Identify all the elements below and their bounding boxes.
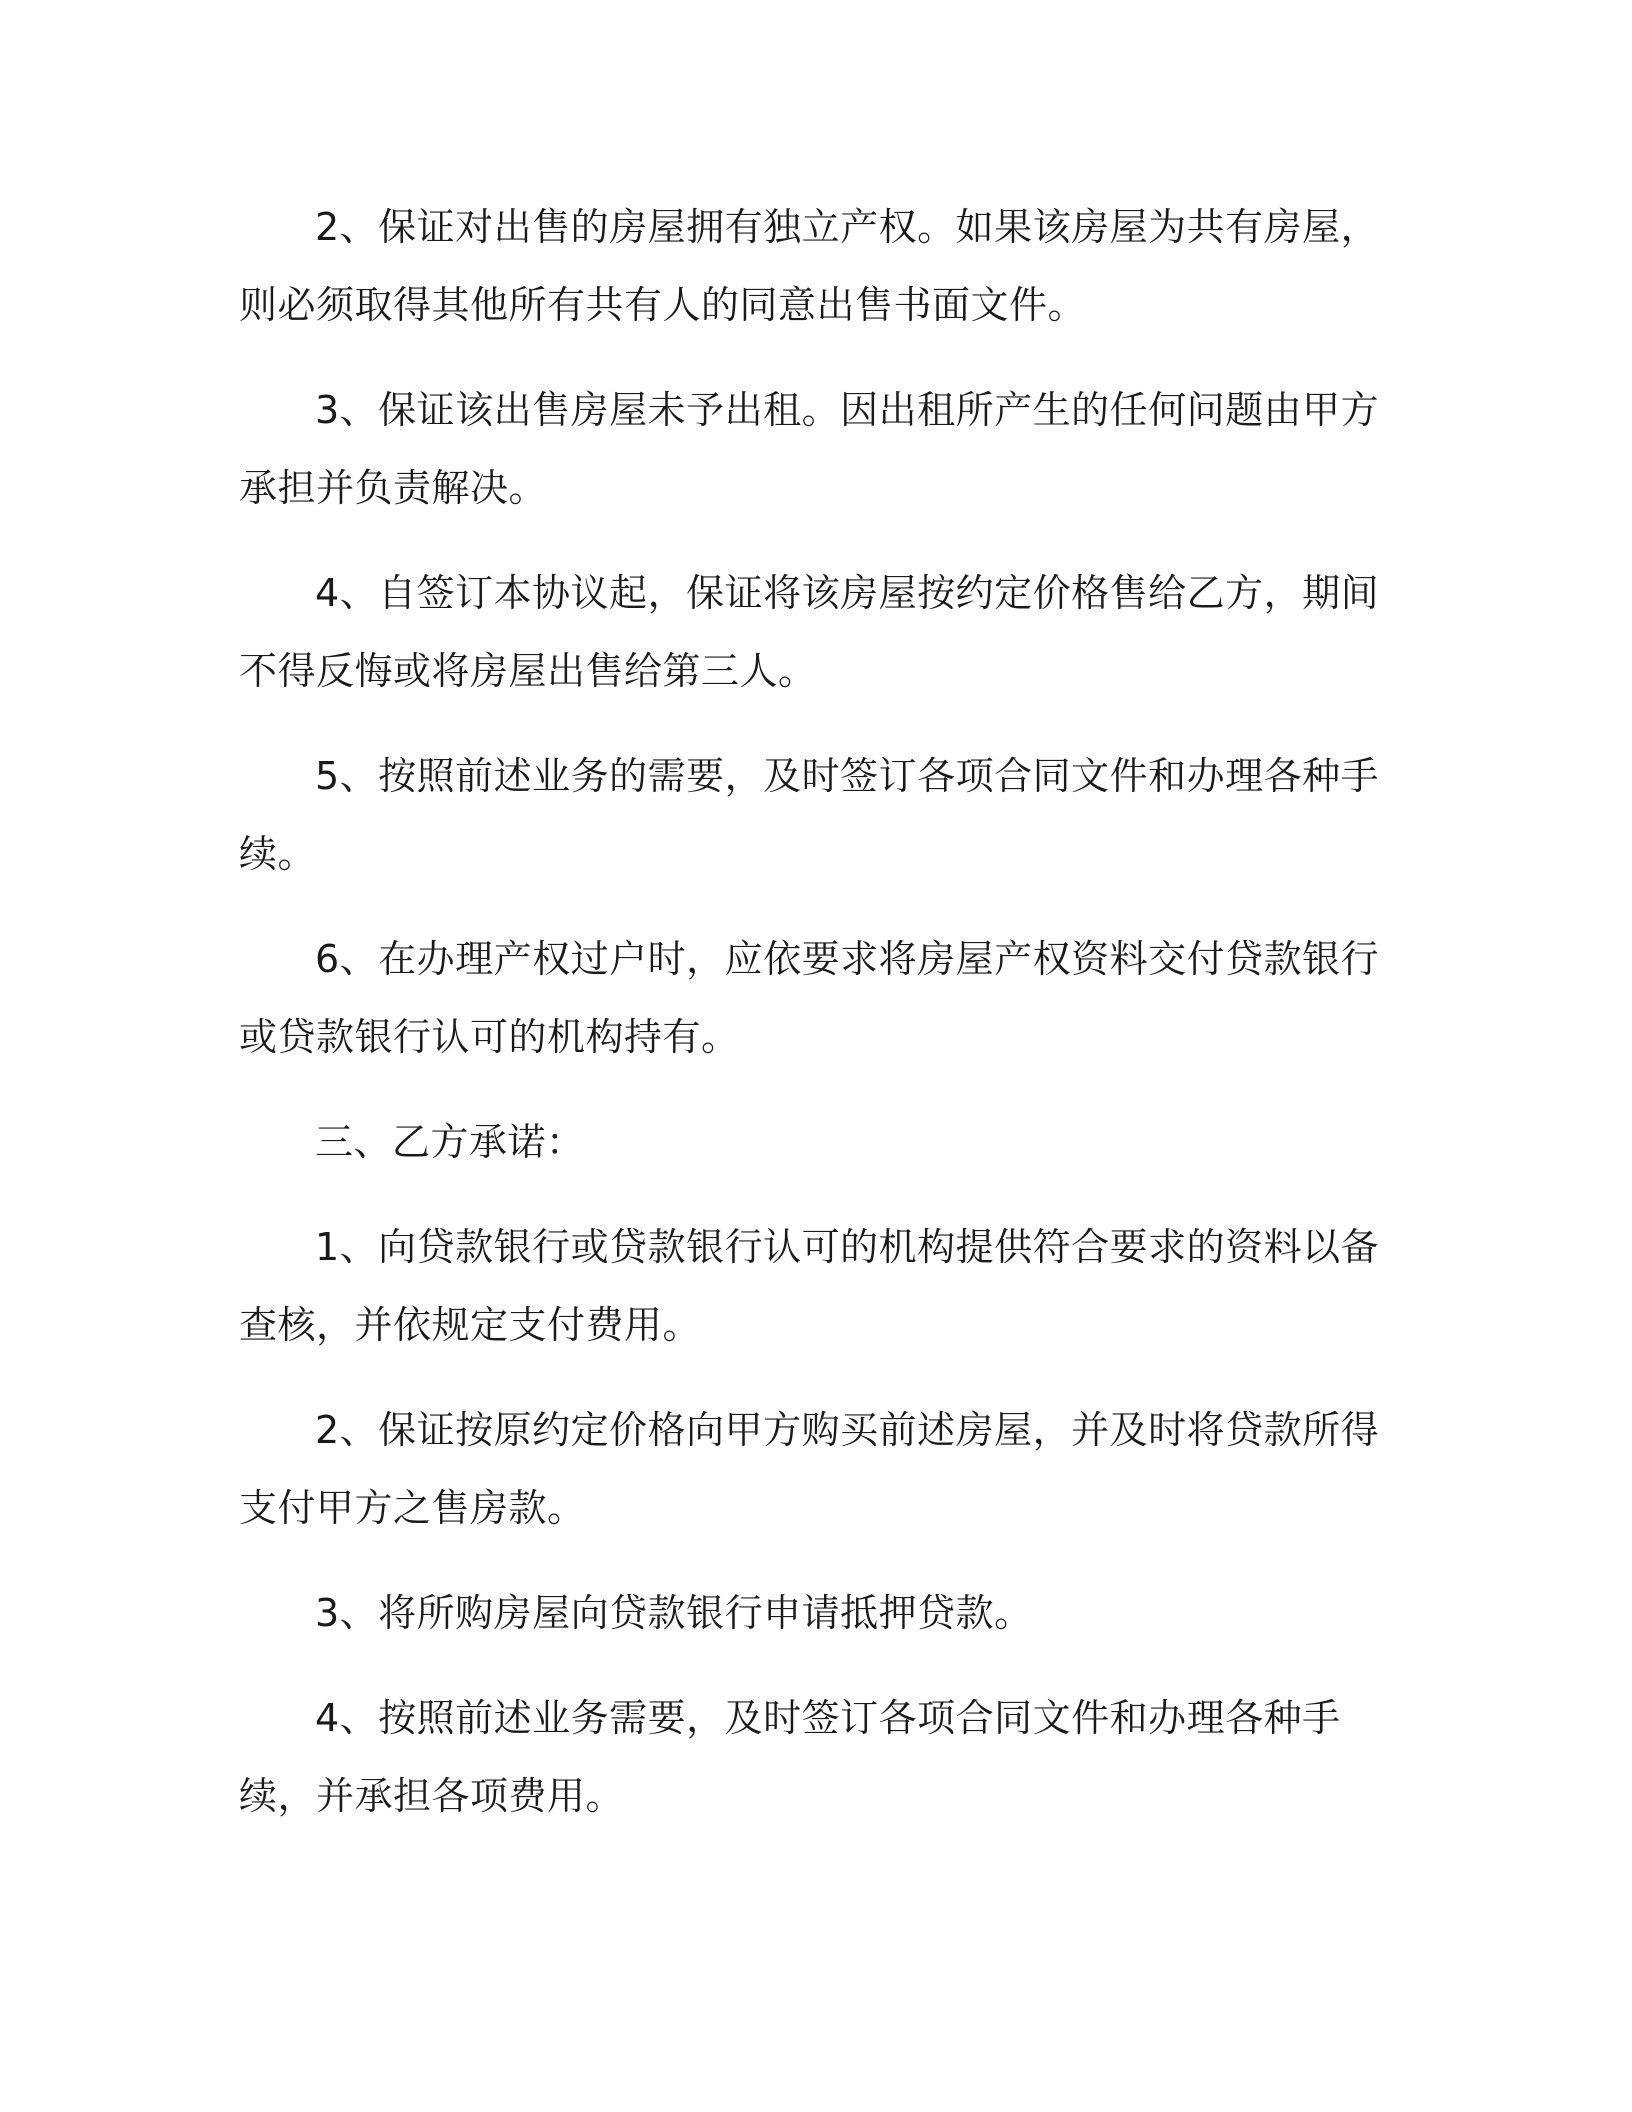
- seller-clause-6: 6、在办理产权过户时，应依要求将房屋产权资料交付贷款银行或贷款银行认可的机构持有。: [239, 937, 1380, 1059]
- seller-clause-4: 4、自签订本协议起，保证将该房屋按约定价格售给乙方，期间不得反悔或将房屋出售给第三人。: [239, 571, 1380, 693]
- buyer-clause-1: 1、向贷款银行或贷款银行认可的机构提供符合要求的资料以备查核，并依规定支付费用。: [239, 1225, 1380, 1347]
- buyer-clause-2: 2、保证按原约定价格向甲方购买前述房屋，并及时将贷款所得支付甲方之售房款。: [239, 1408, 1380, 1530]
- section-heading-buyer-commitments: 三、乙方承诺：: [315, 1120, 585, 1164]
- seller-clause-5: 5、按照前述业务的需要，及时签订各项合同文件和办理各种手续。: [239, 754, 1380, 876]
- seller-clause-3: 3、保证该出售房屋未予出租。因出租所产生的任何问题由甲方承担并负责解决。: [239, 388, 1380, 510]
- buyer-clause-3: 3、将所购房屋向贷款银行申请抵押贷款。: [315, 1591, 1033, 1635]
- seller-clause-2: 2、保证对出售的房屋拥有独立产权。如果该房屋为共有房屋，则必须取得其他所有共有人的同意出售书面文件。: [239, 205, 1380, 327]
- buyer-clause-4: 4、按照前述业务需要，及时签订各项合同文件和办理各种手续，并承担各项费用。: [239, 1696, 1341, 1818]
- document-body: [239, 188, 1399, 1862]
